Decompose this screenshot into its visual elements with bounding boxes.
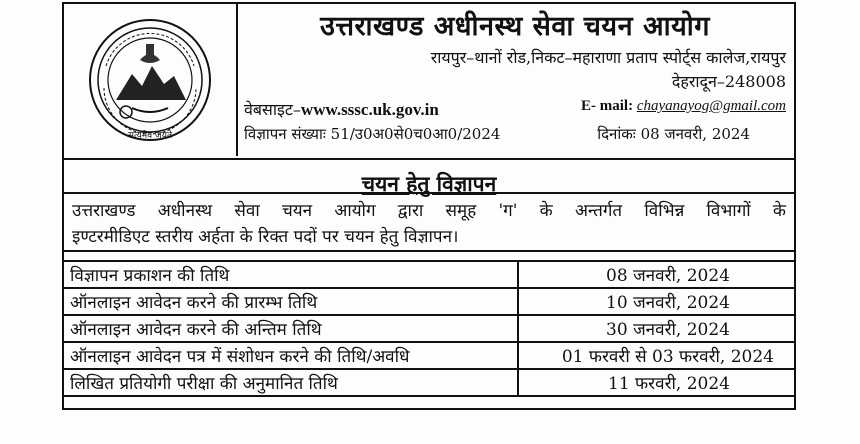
- address-line-2: देहरादून–248008: [671, 72, 786, 91]
- website-label: वेबसाइट–: [244, 100, 301, 119]
- document-frame: [62, 2, 796, 410]
- website-link[interactable]: www.sssc.uk.gov.in: [300, 100, 439, 119]
- date-label-cell: ऑनलाइन आवेदन करने की अन्तिम तिथि: [64, 315, 518, 342]
- intro-line-2: इण्टरमीडिएट स्तरीय अर्हता के रिक्त पदों पर चयन हेतु विज्ञापन।: [72, 227, 459, 247]
- table-row: [64, 288, 794, 315]
- date-value-cell: 30 जनवरी, 2024: [518, 315, 794, 342]
- table-row: [64, 369, 794, 396]
- logo-cell: [64, 4, 238, 156]
- email-link[interactable]: chayanayog@gmail.com: [636, 98, 786, 114]
- date-label: दिनांकः: [597, 125, 636, 143]
- intro-line-1: उत्तराखण्ड अधीनस्थ सेवा चयन आयोग द्वारा समूह 'ग' के अन्तर्गत विभिन्न विभागों के: [72, 201, 786, 221]
- date-value: 08 जनवरी, 2024: [640, 125, 750, 143]
- date-label-cell: लिखित प्रतियोगी परीक्षा की अनुमानित तिथि: [64, 369, 518, 396]
- website-line: [244, 98, 439, 120]
- date-label-cell: विज्ञापन प्रकाशन की तिथि: [64, 261, 518, 288]
- address-line-1: रायपुर–थानों रोड,निकट–महाराणा प्रताप स्पोर्ट्स कालेज,रायपुर: [430, 48, 786, 67]
- date-value-cell: 08 जनवरी, 2024: [518, 261, 794, 288]
- email-line: [581, 98, 786, 115]
- date-label-cell: ऑनलाइन आवेदन पत्र में संशोधन करने की तिथि/अवधि: [64, 342, 518, 369]
- important-dates-table: [64, 260, 794, 397]
- advertisement-date: [597, 124, 750, 144]
- date-value-cell: 11 फरवरी, 2024: [518, 369, 794, 396]
- section-title: चयन हेतु विज्ञापन: [361, 171, 497, 196]
- svg-text:सत्यमेव जयते: सत्यमेव जयते: [127, 131, 173, 141]
- letterhead: [64, 4, 794, 160]
- ad-no-label: विज्ञापन संख्याः: [244, 125, 326, 143]
- date-value-cell: 10 जनवरी, 2024: [518, 288, 794, 315]
- intro-paragraph: [64, 192, 794, 252]
- email-label: E- mail:: [580, 98, 634, 114]
- commission-title: उत्तराखण्ड अधीनस्थ सेवा चयन आयोग: [320, 11, 710, 42]
- table-row: [64, 261, 794, 288]
- commission-emblem-icon: [82, 14, 218, 148]
- date-label-cell: ऑनलाइन आवेदन करने की प्रारम्भ तिथि: [64, 288, 518, 315]
- date-value-cell: 01 फरवरी से 03 फरवरी, 2024: [518, 342, 794, 369]
- table-row: [64, 342, 794, 369]
- table-row: [64, 315, 794, 342]
- advertisement-number: [244, 124, 500, 144]
- ad-no-value: 51/उ0अ0से0च0आ0/2024: [330, 125, 501, 143]
